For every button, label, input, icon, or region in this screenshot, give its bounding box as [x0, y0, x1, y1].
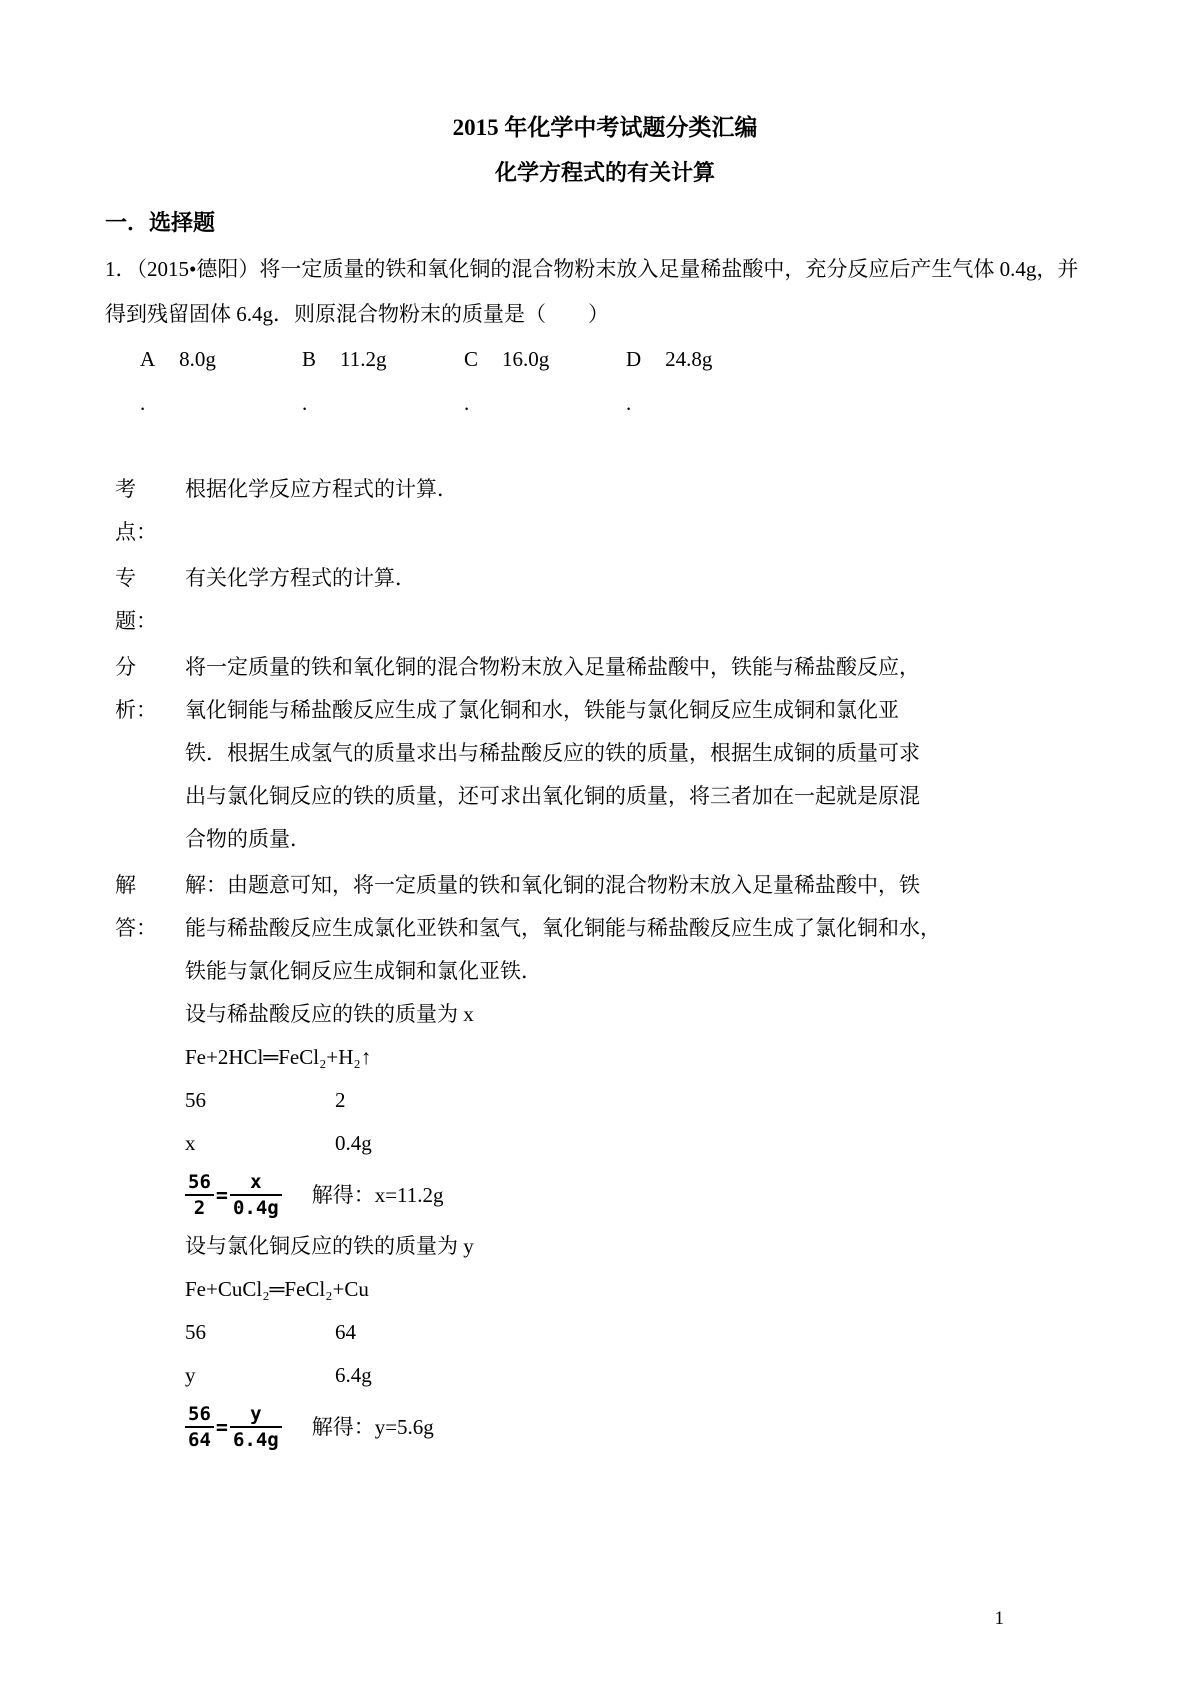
content-line: 出与氯化铜反应的铁的质量，还可求出氧化铜的质量，将三者加在一起就是原混	[185, 784, 920, 808]
assume-y-line: 设与氯化铜反应的铁的质量为 y	[185, 1234, 474, 1258]
ratio-row	[185, 1079, 941, 1122]
fraction-numerator: 56	[185, 1170, 214, 1196]
ratio-value: 0.4g	[335, 1131, 372, 1155]
qa-table	[105, 468, 1105, 1457]
solve-result: 解得：y=5.6g	[311, 1414, 434, 1439]
content-line: 有关化学方程式的计算．	[185, 566, 416, 590]
option-dot: .	[140, 391, 146, 415]
option-c	[464, 337, 626, 382]
option-d	[626, 337, 788, 382]
ratio-value: 56	[185, 1088, 206, 1112]
fraction	[185, 1170, 214, 1220]
option-value: 24.8g	[665, 347, 713, 371]
question-1	[105, 247, 1105, 424]
chemical-equation-1: Fe+2HCl═FeCl₂+H₂↑	[185, 1045, 372, 1069]
fraction-denominator: 2	[193, 1197, 206, 1219]
fraction-denominator: 0.4g	[232, 1197, 279, 1219]
option-value: 16.0g	[502, 347, 550, 371]
row-label-line: 题：	[115, 609, 157, 633]
content-line: 铁．根据生成氢气的质量求出与稀盐酸反应的铁的质量，根据生成铜的质量可求	[185, 741, 920, 765]
fraction-numerator: x	[230, 1170, 282, 1196]
content-line: 解：由题意可知，将一定质量的铁和氧化铜的混合物粉末放入足量稀盐酸中，铁	[185, 873, 920, 897]
content-line: 氧化铜能与稀盐酸反应生成了氯化铜和水，铁能与氯化铜反应生成铜和氯化亚	[185, 698, 899, 722]
fraction	[230, 1170, 282, 1220]
fraction-denominator: 6.4g	[232, 1429, 279, 1451]
option-dots-row	[140, 382, 1105, 424]
exam-point-row	[105, 468, 1105, 554]
row-content	[185, 864, 941, 1457]
row-label-line: 专	[115, 566, 136, 590]
question-text-line-2: 得到残留固体 6.4g．则原混合物粉末的质量是（ ）	[105, 302, 609, 326]
row-label	[105, 646, 185, 861]
row-label	[105, 468, 185, 554]
fraction-denominator: 64	[188, 1429, 211, 1451]
chemical-equation-2: Fe+CuCl₂═FeCl₂+Cu	[185, 1277, 369, 1301]
row-label-line: 答：	[115, 916, 157, 940]
fraction	[230, 1402, 282, 1452]
option-b	[302, 337, 464, 382]
ratio-value: 2	[335, 1088, 346, 1112]
analysis-row	[105, 646, 1105, 861]
page-number: 1	[994, 1608, 1004, 1629]
option-dot: .	[464, 391, 470, 415]
assume-x-line: 设与稀盐酸反应的铁的质量为 x	[185, 1002, 474, 1026]
ratio-value: y	[185, 1363, 196, 1387]
row-label	[105, 864, 185, 1457]
option-dot: .	[626, 391, 632, 415]
option-value: 11.2g	[340, 347, 387, 371]
option-label: B	[302, 347, 317, 371]
fraction-numerator: y	[230, 1402, 282, 1428]
section-heading: 一．选择题	[105, 210, 216, 235]
row-label-line: 点：	[115, 520, 157, 544]
ratio-value: 56	[185, 1320, 206, 1344]
ratio-value: x	[185, 1131, 196, 1155]
option-label: D	[626, 347, 642, 371]
option-value: 8.0g	[179, 347, 216, 371]
option-dot: .	[302, 391, 308, 415]
question-text-line-1: 1．（2015•德阳）将一定质量的铁和氧化铜的混合物粉末放入足量稀盐酸中，充分反应后产生气体 0.4g，并	[105, 257, 1079, 281]
row-content	[185, 468, 458, 554]
solution-row	[105, 864, 1105, 1457]
option-label: A	[140, 347, 156, 371]
row-label-line: 解	[115, 873, 136, 897]
option-label: C	[464, 347, 479, 371]
doc-subtitle: 化学方程式的有关计算	[494, 160, 715, 185]
solve-result: 解得：x=11.2g	[311, 1182, 444, 1207]
fraction	[185, 1402, 214, 1452]
fraction-numerator: 56	[185, 1402, 214, 1428]
content-line: 将一定质量的铁和氧化铜的混合物粉末放入足量稀盐酸中，铁能与稀盐酸反应，	[185, 655, 920, 679]
option-a	[140, 337, 302, 382]
equals-sign: =	[215, 1414, 228, 1439]
topic-row	[105, 557, 1105, 643]
ratio-row	[185, 1354, 941, 1397]
content-line: 合物的质量．	[185, 827, 311, 851]
proportion-expression-1	[185, 1165, 941, 1225]
row-content	[185, 646, 920, 861]
doc-title: 2015 年化学中考试题分类汇编	[452, 115, 758, 140]
ratio-row	[185, 1311, 941, 1354]
ratio-value: 64	[335, 1320, 356, 1344]
options-row	[140, 337, 1105, 382]
ratio-row	[185, 1122, 941, 1165]
row-content	[185, 557, 416, 643]
ratio-value: 6.4g	[335, 1363, 372, 1387]
content-line: 能与稀盐酸反应生成氯化亚铁和氢气，氧化铜能与稀盐酸反应生成了氯化铜和水，	[185, 916, 941, 940]
equals-sign: =	[215, 1182, 228, 1207]
row-label-line: 考	[115, 477, 136, 501]
content-line: 根据化学反应方程式的计算．	[185, 477, 458, 501]
content-line: 铁能与氯化铜反应生成铜和氯化亚铁．	[185, 959, 542, 983]
row-label-line: 分	[115, 655, 136, 679]
proportion-expression-2	[185, 1397, 941, 1457]
row-label-line: 析：	[115, 698, 157, 722]
row-label	[105, 557, 185, 643]
